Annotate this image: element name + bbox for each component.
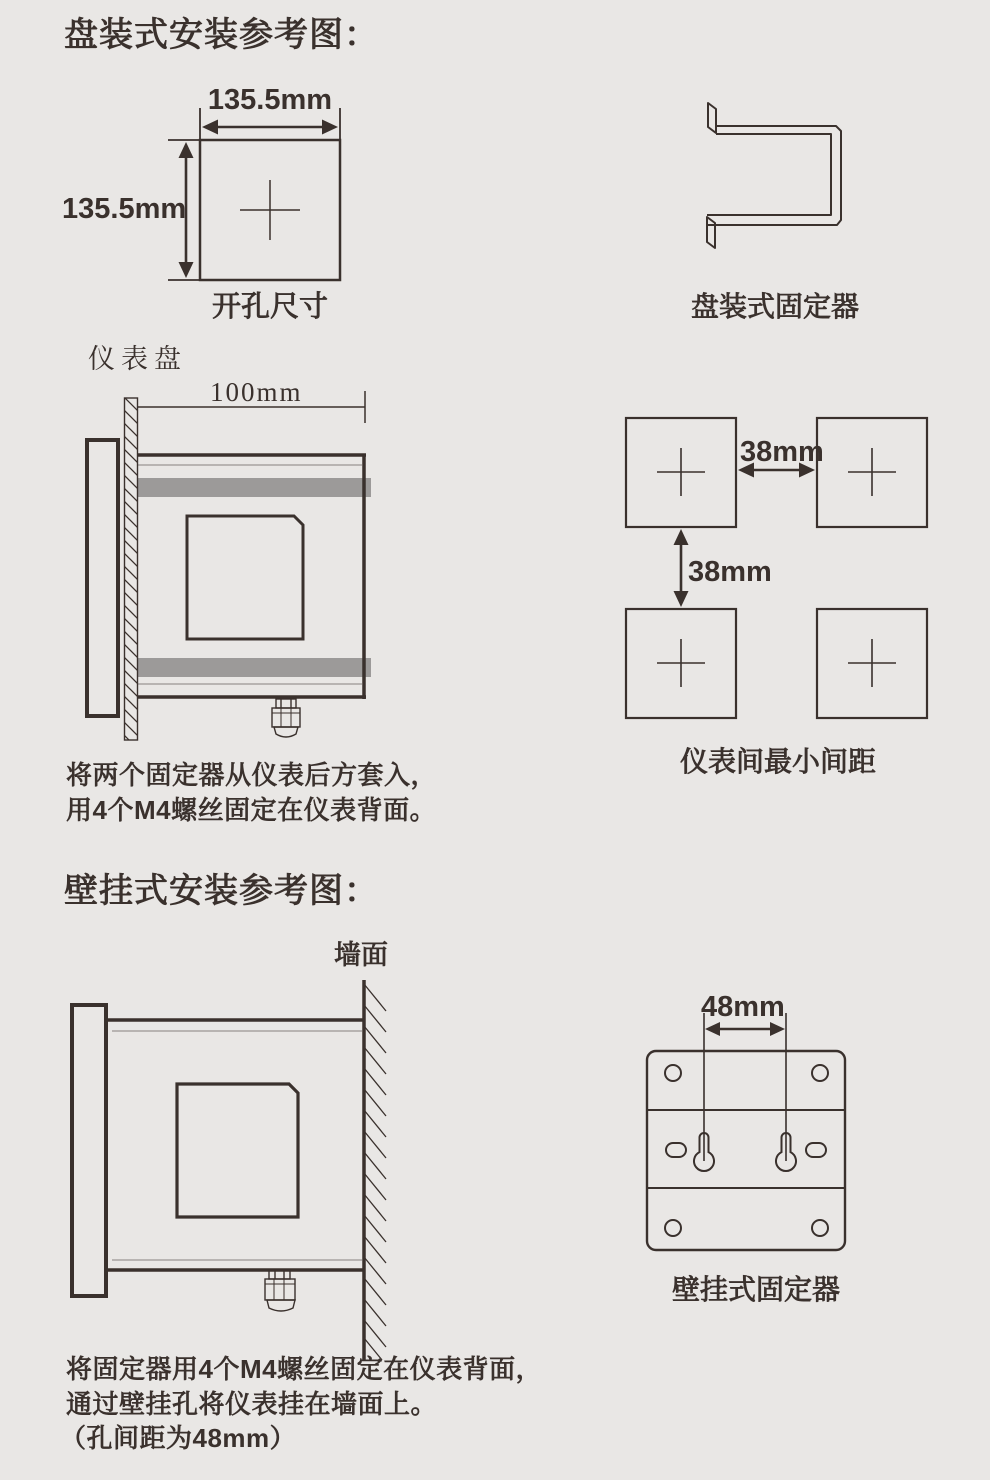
spacing-vertical-label: 38mm <box>688 556 772 588</box>
wall-label: 墙面 <box>334 940 388 970</box>
wall-bracket-caption: 壁挂式固定器 <box>672 1274 841 1305</box>
cutout-height-label: 135.5mm <box>62 193 187 225</box>
wall-instruction-line-2: 通过壁挂孔将仪表挂在墙面上。 <box>66 1389 438 1419</box>
panel-instruction-line-1: 将两个固定器从仪表后方套入， <box>66 760 438 790</box>
plate-hole-spacing-label: 48mm <box>701 991 785 1023</box>
cutout-width-label: 135.5mm <box>207 84 333 116</box>
panel-bracket-caption: 盘装式固定器 <box>690 291 859 322</box>
panel-label: 仪表盘 <box>88 344 187 374</box>
wall-instruction-line-3: （孔间距为48mm） <box>60 1423 297 1453</box>
wall-instruction-line-1: 将固定器用4个M4螺丝固定在仪表背面， <box>66 1354 543 1384</box>
wall-bracket-diagram <box>647 1013 845 1250</box>
panel-bracket-diagram <box>707 103 841 248</box>
cutout-diagram <box>168 108 340 280</box>
spacing-caption: 仪表间最小间距 <box>680 746 877 777</box>
panel-side-view-diagram <box>87 391 371 740</box>
panel-instruction-line-2: 用4个M4螺丝固定在仪表背面。 <box>66 795 437 825</box>
wall-section-title: 壁挂式安装参考图： <box>64 872 379 910</box>
depth-dimension-label: 100mm <box>210 377 303 407</box>
panel-section-title: 盘装式安装参考图： <box>64 16 379 54</box>
wall-side-view-diagram <box>72 980 386 1360</box>
cutout-caption: 开孔尺寸 <box>211 291 328 323</box>
spacing-horizontal-label: 38mm <box>740 436 824 468</box>
